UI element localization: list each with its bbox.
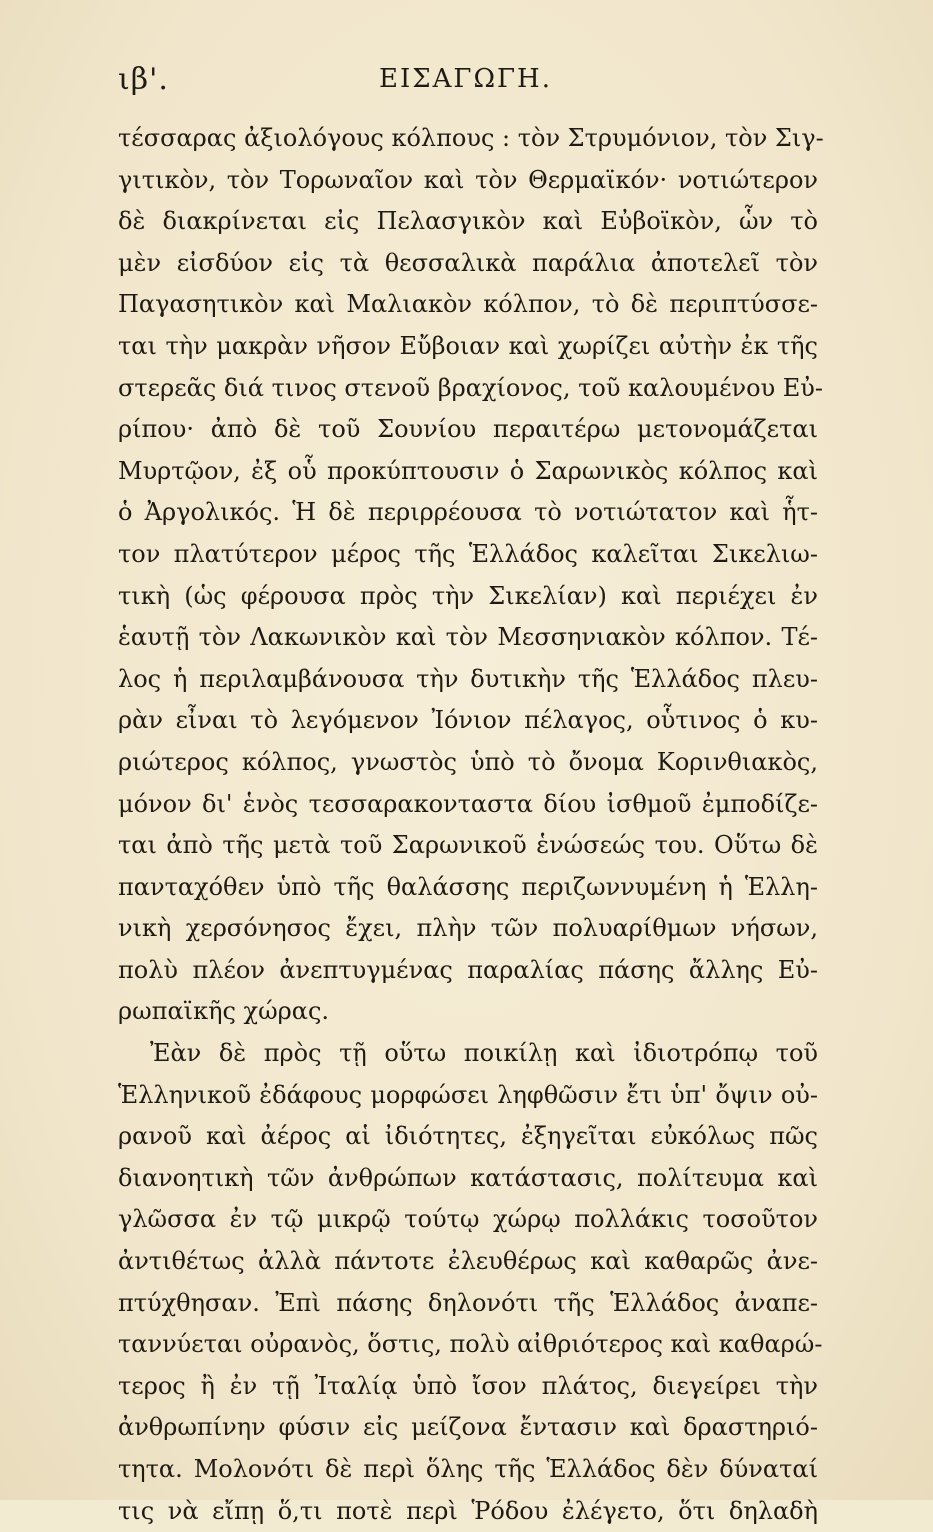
text-line: πτύχθησαν. Ἐπὶ πάσης δηλονότι τῆς Ἑλλάδος ἀναπε- (118, 1288, 818, 1317)
text-line: τον πλατύτερον μέρος τῆς Ἑλλάδος καλεῖται Σικελιω- (118, 539, 818, 568)
paragraph-start-line: Ἐὰν δὲ πρὸς τῇ οὕτω ποικίλῃ καὶ ἰδιοτρόπῳ τοῦ (150, 1039, 818, 1068)
text-line: πανταχόθεν ὑπὸ τῆς θαλάσσης περιζωννυμένη ἡ Ἑλλη- (118, 872, 818, 901)
paragraph-end-line: ρωπαϊκῆς χώρας. (118, 997, 330, 1026)
text-line: μὲν εἰσδύον εἰς τὰ θεσσαλικὰ παράλια ἀποτελεῖ τὸν (118, 248, 818, 277)
text-line: τερος ἢ ἐν τῇ Ἰταλίᾳ ὑπὸ ἴσον πλάτος, διεγείρει τὴν (118, 1371, 818, 1400)
text-line: γιτικὸν, τὸν Τορωναῖον καὶ τὸν Θερμαϊκόν· νοτιώτερον (118, 165, 818, 194)
text-line: ται ἀπὸ τῆς μετὰ τοῦ Σαρωνικοῦ ἑνώσεώς του. Οὕτω δὲ (118, 831, 818, 860)
text-line: δὲ διακρίνεται εἰς Πελασγικὸν καὶ Εὐβοϊκὸν, ὧν τὸ (118, 207, 818, 236)
text-line: ται τὴν μακρὰν νῆσον Εὔβοιαν καὶ χωρίζει αὐτὴν ἐκ τῆς (118, 331, 818, 360)
text-line: τικὴ (ὡς φέρουσα πρὸς τὴν Σικελίαν) καὶ περιέχει ἐν (118, 581, 818, 610)
text-line: ἀνθρωπίνην φύσιν εἰς μείζονα ἔντασιν καὶ δραστηριό- (118, 1413, 818, 1442)
text-line: λος ἡ περιλαμβάνουσα τὴν δυτικὴν τῆς Ἑλλάδος πλευ- (118, 664, 818, 693)
page-number: ιβ'. (118, 62, 169, 97)
text-line: Παγασητικὸν καὶ Μαλιακὸν κόλπον, τὸ δὲ περιπτύσσε- (118, 290, 818, 319)
text-line: τέσσαρας ἀξιολόγους κόλπους : τὸν Στρυμόνιον, τὸν Σιγ- (118, 124, 824, 152)
text-line: ρίπου· ἀπὸ δὲ τοῦ Σουνίου περαιτέρω μετονομάζεται (118, 415, 818, 444)
body-text (118, 118, 824, 1532)
text-line: ἑαυτῇ τὸν Λακωνικὸν καὶ τὸν Μεσσηνιακὸν κόλπον. Τέ- (118, 623, 818, 652)
text-line: διανοητικὴ τῶν ἀνθρώπων κατάστασις, πολίτευμα καὶ (118, 1163, 818, 1192)
text-line: Ἑλληνικοῦ ἐδάφους μορφώσει ληφθῶσιν ἔτι ὑπ' ὄψιν οὐ- (118, 1080, 818, 1109)
running-title: ΕΙΣΑΓΩΓΗ. (379, 64, 552, 94)
text-line: γλῶσσα ἐν τῷ μικρῷ τούτῳ χώρῳ πολλάκις τοσοῦτον (118, 1205, 818, 1234)
text-line: ρανοῦ καὶ ἀέρος αἱ ἰδιότητες, ἐξηγεῖται εὐκόλως πῶς (118, 1122, 818, 1151)
text-line: νικὴ χερσόνησος ἔχει, πλὴν τῶν πολυαρίθμων νήσων, (118, 914, 818, 943)
text-line: ταννύεται οὐρανὸς, ὅστις, πολὺ αἰθριότερος καὶ καθαρώ- (118, 1330, 823, 1359)
text-line: τητα. Μολονότι δὲ περὶ ὅλης τῆς Ἑλλάδος δὲν δύναταί (118, 1455, 818, 1483)
text-line: τις νὰ εἴπῃ ὅ,τι ποτὲ περὶ Ῥόδου ἐλέγετο, ὅτι δηλαδὴ (118, 1496, 818, 1525)
running-head (118, 62, 813, 102)
text-line: ἀντιθέτως ἀλλὰ πάντοτε ἐλευθέρως καὶ καθαρῶς ἀνε- (118, 1247, 818, 1276)
text-line: ρὰν εἶναι τὸ λεγόμενον Ἰόνιον πέλαγος, οὗτινος ὁ κυ- (118, 706, 818, 735)
text-line: ὁ Ἀργολικός. Ἡ δὲ περιρρέουσα τὸ νοτιώτατον καὶ ἧτ- (118, 498, 818, 527)
text-line: Μυρτῷον, ἐξ οὗ προκύπτουσιν ὁ Σαρωνικὸς κόλπος καὶ (118, 456, 818, 485)
text-line: μόνον δι' ἑνὸς τεσσαρακονταστα δίου ἰσθμοῦ ἐμποδίζε- (118, 789, 818, 818)
text-line: ριώτερος κόλπος, γνωστὸς ὑπὸ τὸ ὄνομα Κορινθιακὸς, (118, 747, 818, 776)
text-line: πολὺ πλέον ἀνεπτυγμένας παραλίας πάσης ἄλλης Εὐ- (118, 955, 818, 984)
text-line: στερεᾶς διά τινος στενοῦ βραχίονος, τοῦ καλουμένου Εὐ- (118, 373, 823, 402)
